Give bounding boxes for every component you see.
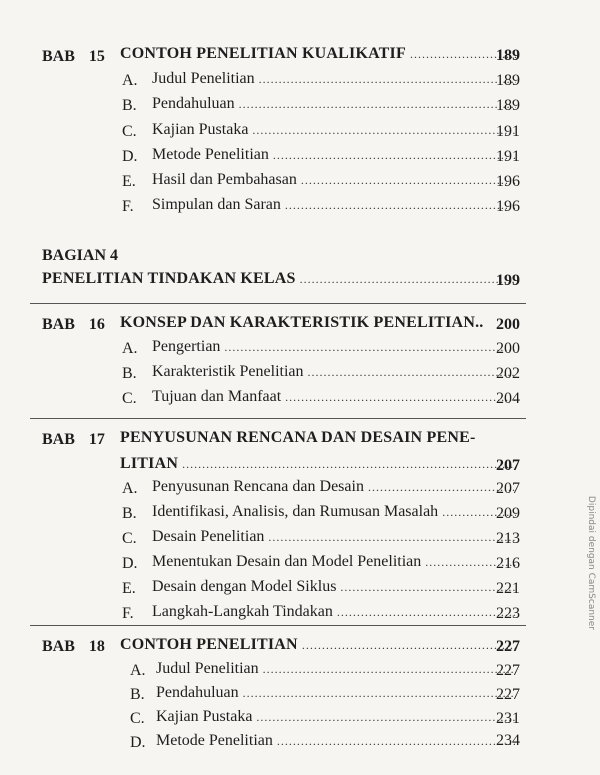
item-letter: B. — [130, 686, 145, 703]
bab-word: BAB — [42, 638, 75, 655]
page-number: 200 — [496, 316, 520, 333]
leader-dots — [308, 365, 516, 380]
chapter-title-row — [120, 314, 490, 334]
toc-item — [156, 684, 520, 704]
page-number: 191 — [496, 123, 520, 140]
chapter-number: 16 — [88, 316, 105, 333]
section-divider — [30, 625, 526, 626]
chapter-number: 15 — [88, 48, 105, 65]
page-number: 234 — [496, 732, 520, 749]
toc-item — [152, 553, 520, 573]
page-number: 227 — [496, 662, 520, 679]
chapter-number: 18 — [88, 638, 105, 655]
item-title: Langkah-Langkah Tindakan — [152, 603, 333, 620]
part-label: BAGIAN 4 — [42, 247, 119, 264]
leader-dots — [300, 272, 516, 287]
chapter-title: KONSEP DAN KARAKTERISTIK PENELITIAN.. — [120, 314, 484, 331]
item-title: Pengertian — [152, 338, 221, 355]
item-title: Pendahuluan — [152, 95, 235, 112]
leader-dots — [252, 123, 516, 138]
page-number: 207 — [496, 457, 520, 474]
chapter-label — [42, 431, 105, 449]
page-number: 189 — [496, 72, 520, 89]
leader-dots — [182, 457, 516, 472]
item-title: Kajian Pustaka — [152, 121, 249, 138]
scanner-watermark: Dipindai dengan CamScanner — [586, 495, 596, 630]
item-title: Judul Penelitian — [152, 70, 255, 87]
item-letter: D. — [122, 555, 138, 572]
page-number: 227 — [496, 638, 520, 655]
page-number: 209 — [496, 505, 520, 522]
toc-item — [152, 503, 520, 523]
toc-item — [152, 146, 520, 166]
toc-item — [156, 708, 520, 728]
chapter-title-continued: LITIAN — [120, 455, 179, 472]
leader-dots — [273, 148, 516, 163]
item-title: Simpulan dan Saran — [152, 196, 281, 213]
item-letter: A. — [122, 340, 138, 357]
item-letter: B. — [122, 97, 137, 114]
chapter-title-row-continued — [120, 455, 520, 475]
item-letter: E. — [122, 173, 136, 190]
item-letter: D. — [130, 734, 146, 751]
page-number: 189 — [496, 97, 520, 114]
item-letter: C. — [122, 123, 137, 140]
leader-dots — [268, 530, 516, 545]
item-title: Penyusunan Rencana dan Desain — [152, 478, 364, 495]
toc-item — [156, 660, 520, 680]
item-title: Identifikasi, Analisis, dan Rumusan Masalah — [152, 503, 439, 520]
leader-dots — [277, 734, 516, 749]
toc-item — [152, 95, 520, 115]
item-letter: C. — [122, 390, 137, 407]
leader-dots — [302, 638, 516, 653]
chapter-label — [42, 48, 105, 66]
page-number: 191 — [496, 148, 520, 165]
page-number: 227 — [496, 686, 520, 703]
page-number: 223 — [496, 605, 520, 622]
item-letter: A. — [130, 662, 146, 679]
page-number: 200 — [496, 340, 520, 357]
leader-dots — [301, 173, 516, 188]
page-number: 221 — [496, 580, 520, 597]
item-title: Hasil dan Pembahasan — [152, 171, 297, 188]
toc-item — [152, 196, 520, 216]
chapter-title-row — [120, 429, 520, 449]
page-number: 213 — [496, 530, 520, 547]
toc-item — [152, 388, 520, 408]
leader-dots — [337, 605, 516, 620]
toc-item — [152, 478, 520, 498]
page-number: 196 — [496, 198, 520, 215]
item-letter: C. — [122, 530, 137, 547]
toc-item — [152, 603, 520, 623]
chapter-label — [42, 316, 105, 334]
item-title: Metode Penelitian — [156, 732, 273, 749]
item-letter: F. — [122, 198, 134, 215]
item-title: Pendahuluan — [156, 684, 239, 701]
item-title: Metode Penelitian — [152, 146, 269, 163]
leader-dots — [263, 662, 516, 677]
item-letter: A. — [122, 72, 138, 89]
item-letter: A. — [122, 480, 138, 497]
leader-dots — [239, 97, 516, 112]
leader-dots — [285, 390, 516, 405]
toc-item — [152, 70, 520, 90]
bab-word: BAB — [42, 431, 75, 448]
toc-item — [152, 121, 520, 141]
bab-word: BAB — [42, 48, 75, 65]
section-divider — [30, 303, 526, 304]
toc-item — [152, 578, 520, 598]
chapter-title: PENYUSUNAN RENCANA DAN DESAIN PENE- — [120, 429, 476, 446]
item-title: Desain Penelitian — [152, 528, 265, 545]
toc-item — [152, 363, 520, 383]
page-number: 204 — [496, 390, 520, 407]
chapter-title-row — [120, 636, 520, 656]
toc-item — [152, 528, 520, 548]
item-letter: F. — [122, 605, 134, 622]
item-title: Tujuan dan Manfaat — [152, 388, 282, 405]
leader-dots — [224, 340, 516, 355]
item-title: Kajian Pustaka — [156, 708, 253, 725]
page-number: 231 — [496, 710, 520, 727]
chapter-title: CONTOH PENELITIAN KUALIKATIF — [120, 45, 406, 62]
item-title: Menentukan Desain dan Model Penelitian — [152, 553, 422, 570]
item-letter: D. — [122, 148, 138, 165]
page-number: 216 — [496, 555, 520, 572]
toc-item — [152, 338, 520, 358]
chapter-number: 17 — [88, 431, 105, 448]
leader-dots — [285, 198, 516, 213]
chapter-title: CONTOH PENELITIAN — [120, 636, 298, 653]
page-number: 202 — [496, 365, 520, 382]
item-title: Judul Penelitian — [156, 660, 259, 677]
item-title: Desain dengan Model Siklus — [152, 578, 337, 595]
item-letter: C. — [130, 710, 145, 727]
bab-word: BAB — [42, 316, 75, 333]
item-letter: E. — [122, 580, 136, 597]
leader-dots — [340, 580, 516, 595]
part-title-row — [42, 270, 520, 290]
toc-item — [156, 732, 520, 752]
item-letter: B. — [122, 505, 137, 522]
page-number: 199 — [496, 272, 520, 289]
part-title: PENELITIAN TINDAKAN KELAS — [42, 270, 296, 287]
leader-dots — [259, 72, 516, 87]
page-number: 207 — [496, 480, 520, 497]
leader-dots — [368, 480, 516, 495]
leader-dots — [243, 686, 516, 701]
item-title: Karakteristik Penelitian — [152, 363, 304, 380]
toc-item — [152, 171, 520, 191]
leader-dots — [256, 710, 516, 725]
page-number: 189 — [496, 47, 520, 64]
chapter-label — [42, 638, 105, 656]
page-number: 196 — [496, 173, 520, 190]
chapter-title-row — [120, 45, 520, 65]
item-letter: B. — [122, 365, 137, 382]
section-divider — [30, 418, 526, 419]
